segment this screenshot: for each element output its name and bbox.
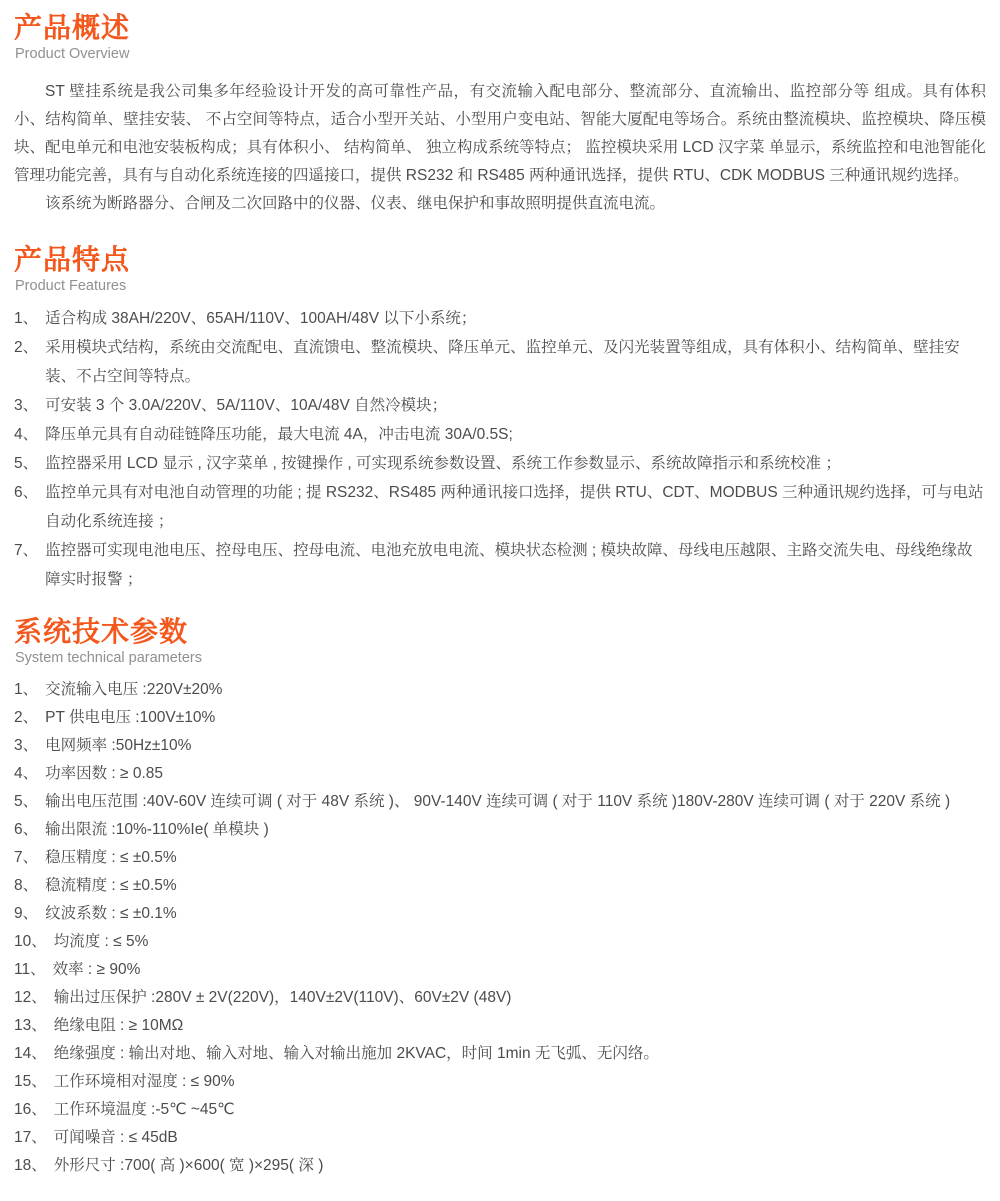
list-item-number: 7、 <box>14 849 39 866</box>
list-item-number: 4、 <box>14 426 39 443</box>
list-item <box>14 1096 986 1124</box>
parameters-list <box>14 676 986 1180</box>
overview-title: 产品概述 <box>14 12 131 43</box>
list-item-text: 可闻噪音 : ≤ 45dB <box>53 1129 178 1146</box>
list-item-text: 电网频率 :50Hz±10% <box>45 737 192 754</box>
list-item-number: 6、 <box>14 821 39 838</box>
list-item-text: 功率因数 : ≥ 0.85 <box>45 765 164 782</box>
list-item <box>14 676 986 704</box>
list-item-text: 采用模块式结构，系统由交流配电、直流馈电、整流模块、降压单元、监控单元、及闪光装置等组成，具有体积小、结构简单、壁挂安装、不占空间等特点。 <box>45 339 960 385</box>
list-item-text: 输出过压保护 :280V ± 2V(220V)，140V±2V(110V)、60V±2V (48V) <box>53 989 512 1006</box>
list-item <box>14 420 986 449</box>
list-item <box>14 391 986 420</box>
section-system-parameters <box>14 616 986 1180</box>
list-item-text: 输出电压范围 :40V-60V 连续可调 ( 对于 48V 系统 )、 90V-140V 连续可调 ( 对于 110V 系统 )180V-280V 连续可调 ( 对于 220V 系统 ) <box>45 793 951 810</box>
list-item <box>14 1012 986 1040</box>
list-item-text: 绝缘强度 : 输出对地、输入对地、输入对输出施加 2KVAC，时间 1min 无飞弧、无闪络。 <box>53 1045 659 1062</box>
list-item-number: 5、 <box>14 793 39 810</box>
list-item-text: 外形尺寸 :700( 高 )×600( 宽 )×295( 深 ) <box>53 1157 324 1174</box>
list-item-number: 4、 <box>14 765 39 782</box>
overview-paragraphs <box>14 78 986 218</box>
list-item-text: 稳流精度 : ≤ ±0.5% <box>45 877 177 894</box>
list-item-number: 2、 <box>14 709 39 726</box>
overview-paragraph: ST 壁挂系统是我公司集多年经验设计开发的高可靠性产品，有交流输入配电部分、整流部分、直流输出、监控部分等 组成。具有体积小、结构简单、壁挂安装、 不占空间等特点，适合小型开关站、小型用户变电站、智能大厦配电等场合。系统由整流模块、监控模块、降压模块、配电单元和电池安装板构成；具有体积小、 结构简单、 独立构成系统等特点； 监控模块采用 LCD 汉字菜 单显示，系统监控和电池智能化管理功能完善，具有与自动化系统连接的四遥接口，提供 RS232 和 RS485 两种通讯选择，提供 RTU、CDK MODBUS 三种通讯规约选择。 <box>14 83 986 184</box>
list-item <box>14 333 986 391</box>
list-item <box>14 900 986 928</box>
list-item-number: 3、 <box>14 737 39 754</box>
list-item <box>14 956 986 984</box>
list-item-text: 降压单元具有自动硅链降压功能，最大电流 4A，冲击电流 30A/0.5S; <box>45 426 513 443</box>
list-item-number: 3、 <box>14 397 39 414</box>
list-item <box>14 928 986 956</box>
list-item-text: 输出限流 :10%-110%Ie( 单模块 ) <box>45 821 269 838</box>
list-item <box>14 536 986 594</box>
features-subtitle: Product Features <box>15 278 127 294</box>
section-product-features <box>14 244 986 594</box>
list-item-number: 6、 <box>14 484 39 501</box>
list-item <box>14 760 986 788</box>
list-item-number: 14、 <box>14 1045 47 1062</box>
section-product-overview <box>14 12 986 218</box>
list-item <box>14 844 986 872</box>
list-item <box>14 478 986 536</box>
list-item <box>14 816 986 844</box>
list-item-text: 适合构成 38AH/220V、65AH/110V、100AH/48V 以下小系统； <box>45 310 477 327</box>
list-item-text: 监控单元具有对电池自动管理的功能 ; 提 RS232、RS485 两种通讯接口选择，提供 RTU、CDT、MODBUS 三种通讯规约选择，可与电站自动化系统连接 ； <box>45 484 984 530</box>
list-item-text: 均流度 : ≤ 5% <box>53 933 149 950</box>
list-item <box>14 1152 986 1180</box>
parameters-title: 系统技术参数 <box>14 616 189 647</box>
list-item-number: 13、 <box>14 1017 47 1034</box>
list-item-number: 15、 <box>14 1073 47 1090</box>
list-item-text: 纹波系数 : ≤ ±0.1% <box>45 905 177 922</box>
overview-subtitle: Product Overview <box>15 46 130 62</box>
list-item-text: 工作环境相对湿度 : ≤ 90% <box>53 1073 235 1090</box>
list-item <box>14 984 986 1012</box>
parameters-subtitle: System technical parameters <box>15 650 202 666</box>
list-item-text: 监控器可实现电池电压、控母电压、控母电流、电池充放电电流、模块状态检测 ; 模块故障、母线电压越限、主路交流失电、母线绝缘故障实时报警 ； <box>45 542 973 588</box>
list-item-text: 工作环境温度 :-5℃ ~45℃ <box>53 1101 235 1118</box>
features-title: 产品特点 <box>14 244 131 275</box>
list-item-text: 稳压精度 : ≤ ±0.5% <box>45 849 177 866</box>
list-item <box>14 1124 986 1152</box>
list-item-number: 18、 <box>14 1157 47 1174</box>
list-item-number: 8、 <box>14 877 39 894</box>
list-item-number: 7、 <box>14 542 39 559</box>
list-item-number: 5、 <box>14 455 39 472</box>
list-item-number: 16、 <box>14 1101 47 1118</box>
list-item-text: PT 供电电压 :100V±10% <box>45 709 216 726</box>
list-item-text: 监控器采用 LCD 显示 , 汉字菜单 , 按键操作 , 可实现系统参数设置、系统工作参数显示、系统故障指示和系统校准 ； <box>45 455 841 472</box>
list-item-number: 11、 <box>14 961 46 978</box>
overview-paragraph: 该系统为断路器分、合闸及二次回路中的仪器、仪表、继电保护和事故照明提供直流电流。 <box>45 195 666 212</box>
list-item-number: 9、 <box>14 905 39 922</box>
list-item-text: 交流输入电压 :220V±20% <box>45 681 223 698</box>
list-item <box>14 1068 986 1096</box>
list-item <box>14 304 986 333</box>
list-item <box>14 788 986 816</box>
list-item-number: 10、 <box>14 933 47 950</box>
list-item-text: 绝缘电阻 : ≥ 10MΩ <box>53 1017 184 1034</box>
list-item <box>14 872 986 900</box>
list-item-text: 可安装 3 个 3.0A/220V、5A/110V、10A/48V 自然冷模块； <box>45 397 448 414</box>
list-item-number: 12、 <box>14 989 47 1006</box>
list-item-number: 1、 <box>14 310 39 327</box>
list-item <box>14 1040 986 1068</box>
list-item <box>14 704 986 732</box>
features-list <box>14 304 986 594</box>
list-item-number: 2、 <box>14 339 39 356</box>
list-item-number: 1、 <box>14 681 39 698</box>
list-item-number: 17、 <box>14 1129 47 1146</box>
list-item <box>14 449 986 478</box>
list-item <box>14 732 986 760</box>
list-item-text: 效率 : ≥ 90% <box>52 961 141 978</box>
